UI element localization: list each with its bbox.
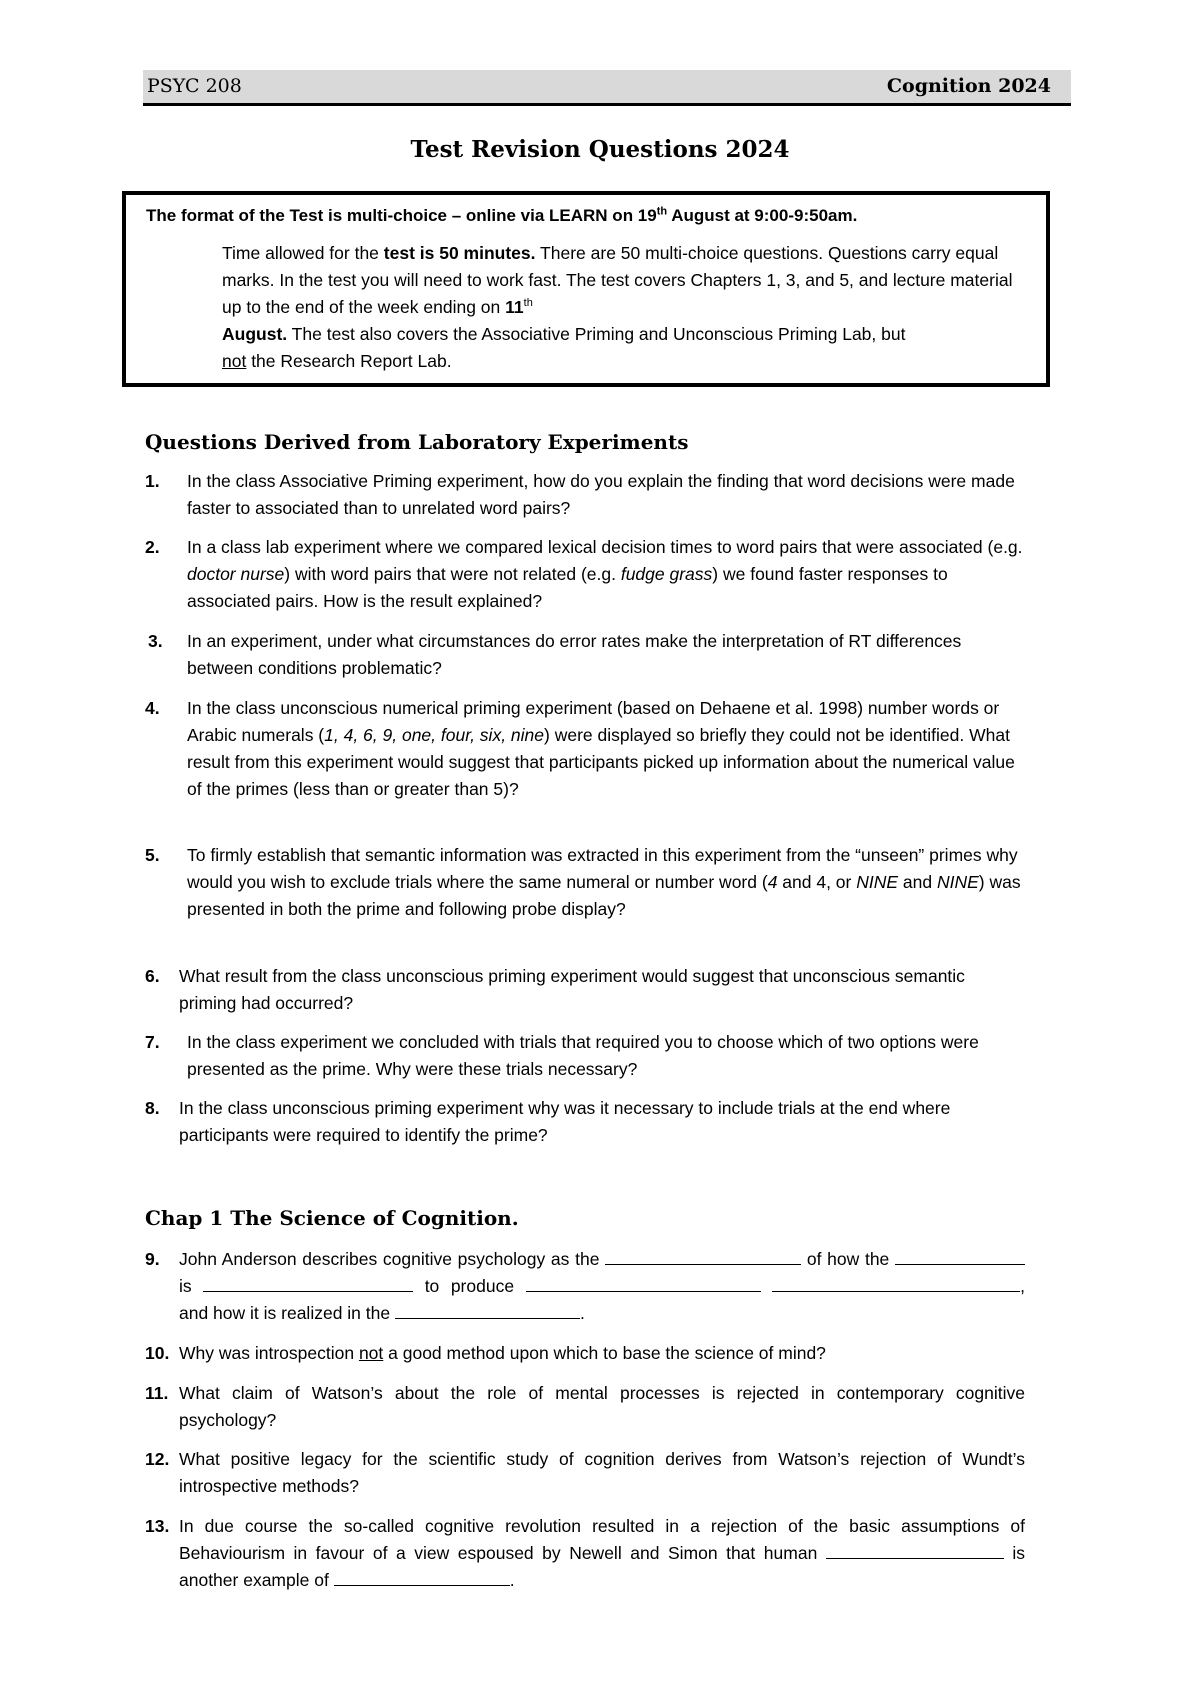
- question-item: [145, 534, 1025, 615]
- question-number: 6.: [145, 966, 160, 986]
- page-title: Test Revision Questions 2024: [410, 136, 790, 163]
- q2-part-b: ) with word pairs that were not related (e.g.: [284, 564, 621, 584]
- q5-italic-2: NINE: [856, 872, 899, 892]
- question-item: [145, 1380, 1025, 1434]
- section-heading-chap1: Chap 1 The Science of Cognition.: [145, 1206, 519, 1230]
- details-not: not: [222, 351, 247, 371]
- details-text-1: Time allowed for the: [222, 243, 384, 263]
- q2-example-2: fudge grass: [620, 564, 713, 584]
- section-heading-lab: Questions Derived from Laboratory Experiments: [145, 430, 689, 454]
- question-number: 5.: [145, 845, 160, 865]
- q2-example-1: doctor nurse: [187, 564, 285, 584]
- answer-blank[interactable]: [526, 1273, 761, 1292]
- question-item: [145, 468, 1025, 522]
- answer-blank[interactable]: [395, 1300, 580, 1319]
- question-item: [145, 1340, 1025, 1367]
- question-text: What result from the class unconscious priming experiment would suggest that unconscious semantic priming had occurred?: [179, 966, 965, 1013]
- question-text: In an experiment, under what circumstances do error rates make the interpretation of RT differences between conditions problematic?: [187, 631, 962, 678]
- details-text-4: the Research Report Lab.: [246, 351, 452, 371]
- details-month: August.: [222, 324, 288, 344]
- question-number: 13.: [145, 1516, 170, 1536]
- question-number: 8.: [145, 1098, 160, 1118]
- q10-part-b: a good method upon which to base the science of mind?: [383, 1343, 826, 1363]
- question-item: [145, 1446, 1025, 1500]
- question-number: 11.: [145, 1383, 169, 1403]
- question-text: In the class experiment we concluded with trials that required you to choose which of two options were presented as the prime. Why were these trials necessary?: [187, 1032, 979, 1079]
- q10-not: not: [358, 1343, 384, 1363]
- q5-part-b: and 4, or: [777, 872, 857, 892]
- answer-blank[interactable]: [334, 1567, 510, 1586]
- answer-blank[interactable]: [772, 1273, 1020, 1292]
- format-text: The format of the Test is multi-choice – online via LEARN on 19: [146, 206, 657, 225]
- question-text: [179, 1340, 1025, 1367]
- test-format-line: [146, 206, 857, 226]
- q5-part-c: and: [898, 872, 937, 892]
- q2-part-c: ) we found faster responses to associated pairs. How is the result explained?: [187, 564, 948, 611]
- q9-part-e: , and how it is realized in the: [179, 1276, 1025, 1323]
- q10-part-a: Why was introspection: [179, 1343, 359, 1363]
- question-number: 12.: [145, 1449, 170, 1469]
- q5-part-a: To firmly establish that semantic information was extracted in this experiment from the “unseen” primes why would you wish to exclude trials where the same numeral or number word (: [187, 845, 1018, 892]
- course-name: Cognition 2024: [886, 75, 1051, 97]
- question-text: In the class unconscious priming experiment why was it necessary to include trials at the end where participants were required to identify the prime?: [179, 1098, 951, 1145]
- question-item: [145, 695, 1025, 803]
- format-sup: th: [656, 205, 668, 218]
- question-text: In the class Associative Priming experiment, how do you explain the finding that word decisions were made faster to associated than to unrelated word pairs?: [187, 471, 1015, 518]
- details-text-2: There are 50 multi-choice questions. Questions carry equal marks. In the test you will need to work fast. The test covers Chapters 1, 3, and 5, and lecture material up to the end of the week ending on: [222, 243, 1013, 317]
- q13-part-a: In due course the so-called cognitive revolution resulted in a rejection of the basic assumptions of Behaviourism in favour of a view espoused by Newell and Simon that human: [179, 1516, 1025, 1563]
- question-text: [187, 534, 1025, 615]
- q5-italic-3: NINE: [936, 872, 979, 892]
- question-number: 9.: [145, 1249, 160, 1269]
- question-item: [145, 1029, 1025, 1083]
- question-text: What positive legacy for the scientific study of cognition derives from Watson’s rejection of Wundt’s introspective methods?: [179, 1449, 1025, 1496]
- question-item: [145, 1513, 1025, 1594]
- question-text: What claim of Watson’s about the role of mental processes is rejected in contemporary cognitive psychology?: [179, 1383, 1025, 1430]
- question-item: [145, 628, 1025, 682]
- q13-part-c: .: [509, 1570, 515, 1590]
- format-time: August at 9:00-9:50am.: [667, 206, 858, 225]
- q4-numerals: 1, 4, 6, 9, one, four, six, nine: [324, 725, 545, 745]
- q4-part-b: ) were displayed so briefly they could not be identified. What result from this experiment would suggest that participants picked up information about the numerical value of the primes (less than or greater than 5)?: [187, 725, 1015, 799]
- answer-blank[interactable]: [895, 1246, 1025, 1265]
- q5-italic-1: 4: [767, 872, 778, 892]
- question-text: [179, 1246, 1025, 1327]
- details-text-3: The test also covers the Associative Priming and Unconscious Priming Lab, but: [287, 324, 906, 344]
- question-item: [145, 963, 1025, 1017]
- page-header: [143, 70, 1071, 106]
- answer-blank[interactable]: [605, 1246, 801, 1265]
- question-item: [145, 1095, 1025, 1149]
- question-text: [179, 1513, 1025, 1594]
- question-number: 10.: [145, 1343, 170, 1363]
- q2-part-a: In a class lab experiment where we compared lexical decision times to word pairs that were associated (e.g.: [187, 537, 1023, 557]
- question-number: 1.: [145, 471, 160, 491]
- details-duration: test is 50 minutes.: [383, 243, 536, 263]
- question-number: 4.: [145, 698, 160, 718]
- q13-part-b: is another example of: [179, 1543, 1026, 1590]
- answer-blank[interactable]: [826, 1540, 1004, 1559]
- question-number: 7.: [145, 1032, 160, 1052]
- q9-part-b: of how the: [801, 1249, 895, 1269]
- test-info-box: [122, 191, 1050, 387]
- test-details: [222, 240, 1022, 375]
- details-date-sup: th: [523, 297, 533, 310]
- question-text: [187, 695, 1025, 803]
- answer-blank[interactable]: [203, 1273, 413, 1292]
- question-item: [145, 1246, 1025, 1327]
- q9-part-f: .: [579, 1303, 585, 1323]
- question-text: [187, 842, 1025, 923]
- course-code: PSYC 208: [147, 75, 242, 97]
- q5-part-d: ) was presented in both the prime and following probe display?: [187, 872, 1021, 919]
- q9-part-d: to produce: [413, 1276, 526, 1296]
- question-number: 3.: [148, 631, 163, 651]
- details-date: 11: [505, 297, 524, 317]
- q9-part-c: is: [179, 1276, 204, 1296]
- q9-part-a: John Anderson describes cognitive psychology as the: [179, 1249, 606, 1269]
- question-item: [145, 842, 1025, 923]
- question-number: 2.: [145, 537, 160, 557]
- q4-part-a: In the class unconscious numerical priming experiment (based on Dehaene et al. 1998) number words or Arabic numerals (: [187, 698, 1000, 745]
